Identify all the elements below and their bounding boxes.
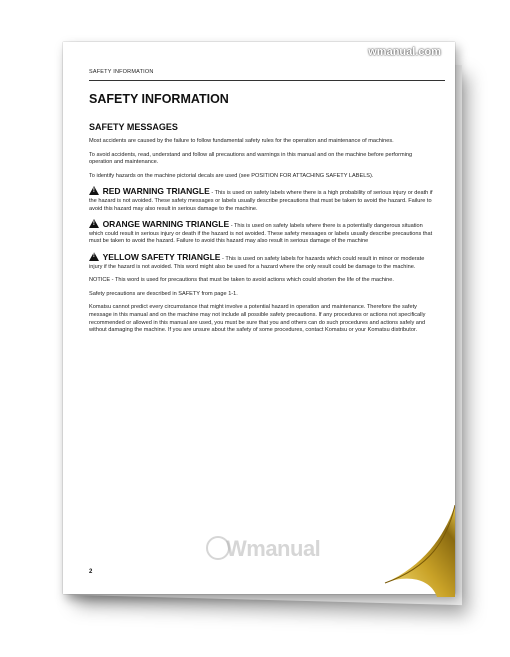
running-header: SAFETY INFORMATION — [89, 69, 154, 75]
yellow-warning-text: - This is used on safety labels for hazards which could result in minor or moderate injury if the hazard is not avoided. This word might also be used for a hazard where the only result could be damage to the machine. — [89, 255, 425, 270]
warning-triangle-icon — [89, 219, 99, 228]
section-subtitle: SAFETY MESSAGES — [89, 122, 178, 132]
page-title: SAFETY INFORMATION — [89, 92, 229, 106]
yellow-warning-block — [89, 252, 435, 271]
paragraph: To avoid accidents, read, understand and follow all precautions and warnings in this manual and on the machine before performing operation and maintenance. — [89, 151, 413, 166]
site-watermark: wmanual.com — [368, 46, 441, 58]
komatsu-paragraph: Komatsu cannot predict every circumstance that might involve a potential hazard in operation and maintenance. Therefore the safety message in this manual and on the machine may not include all possible safety precautions. If any procedures or actions not specifically recommended or allowed in this manual are used, you must be sure that you and others can do such procedures and actions safely and without damaging the machine. If you are unsure about the safety of some procedures, contact Komatsu or your Komatsu distributor. — [89, 304, 426, 334]
page-number: 2 — [89, 569, 93, 575]
paragraph: Most accidents are caused by the failure to follow fundamental safety rules for the operation and maintenance of machines. — [89, 138, 394, 144]
notice-paragraph: NOTICE - This word is used for precautions that must be taken to avoid actions which could shorten the life of the machine. — [89, 277, 394, 284]
red-warning-block — [89, 186, 435, 213]
orange-warning-text: - This is used on safety labels where there is a potentially dangerous situation which could result in serious injury or death if the hazard is not avoided. These safety messages or labels usually describe precautions that must be taken to avoid the hazard. Failure to avoid this hazard may also result in serious damage of the machine — [89, 223, 433, 245]
yellow-warning-heading: YELLOW SAFETY TRIANGLE — [102, 251, 221, 262]
page-curl-icon — [375, 505, 455, 597]
warning-triangle-icon — [89, 252, 99, 261]
orange-warning-heading: ORANGE WARNING TRIANGLE — [102, 219, 230, 230]
body-text — [89, 138, 435, 341]
header-rule — [89, 80, 445, 81]
paragraph: To identify hazards on the machine pictorial decals are used (see POSITION FOR ATTACHING SAFETY LABELS). — [89, 172, 374, 179]
orange-warning-block — [89, 219, 435, 246]
red-warning-text: - This is used on safety labels where there is a high probability of serious injury or death if the hazard is not avoided. These safety messages or labels usually describe precautions that must be taken to avoid the hazard. Failure to avoid this hazard may also result in serious damage to the machine. — [89, 190, 433, 212]
safety-reference: Safety precautions are described in SAFETY from page 1-1. — [89, 290, 238, 297]
warning-triangle-icon — [89, 186, 99, 195]
red-warning-heading: RED WARNING TRIANGLE — [102, 186, 210, 197]
logo-watermark: Wmanual — [226, 536, 321, 561]
